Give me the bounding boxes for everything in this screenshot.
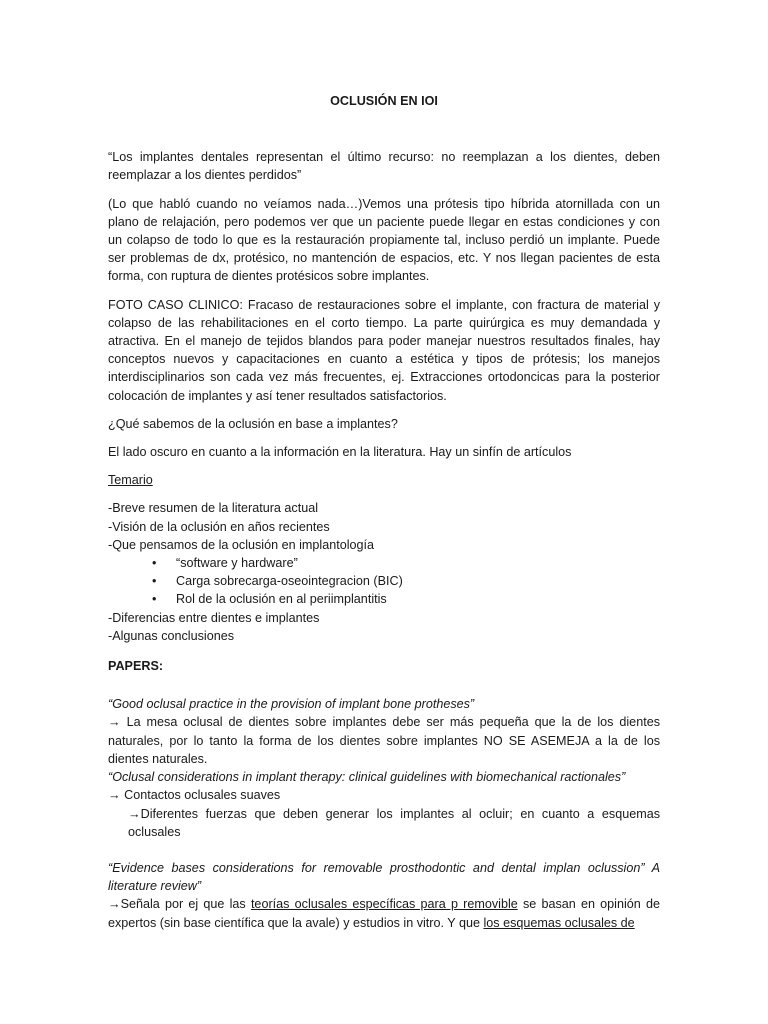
papers-heading: PAPERS: xyxy=(108,659,164,674)
paper3-note xyxy=(108,895,660,931)
paper2-title: “Oclusal considerations in implant therapy: clinical guidelines with biomechanical ractionales” xyxy=(108,770,626,785)
temario-item: -Diferencias entre dientes e implantes xyxy=(108,610,320,625)
temario-item: -Visión de la oclusión en años recientes xyxy=(108,519,330,534)
bullet-item: • Rol de la oclusión en al periimplantitis xyxy=(176,590,660,608)
document-title: OCLUSIÓN EN IOI xyxy=(330,94,438,108)
paper1-title: “Good oclusal practice in the provision of implant bone protheses” xyxy=(108,697,475,712)
paragraph-intro: (Lo que habló cuando no veíamos nada…)Vemos una prótesis tipo híbrida atornillada con un plano de relajación, pero podemos ver que un paciente puede llegar en estas condiciones y con un colapso de todo lo que es la restauración propiamente tal, incluso perdió un implante. Puede ser problemas de dx, protésico, no mantención de espacios, etc. Y nos llegan pacientes de esta forma, con ruptura de dientes protésicos sobre implantes. xyxy=(108,196,660,284)
paper2-note-2: →Diferentes fuerzas que deben generar los implantes al ocluir; en cuanto a esquemas oclusales xyxy=(128,806,660,839)
temario-list xyxy=(108,499,660,645)
question-line: ¿Qué sabemos de la oclusión en base a implantes? xyxy=(108,416,398,431)
temario-item: -Algunas conclusiones xyxy=(108,628,235,643)
paper3-note-start: →Señala por ej que las xyxy=(108,897,251,912)
temario-item: -Breve resumen de la literatura actual xyxy=(108,501,318,516)
opening-quote: “Los implantes dentales representan el último recurso: no reemplazan a los dientes, deben reemplazar a los dientes perdidos” xyxy=(108,150,660,183)
temario-item: -Que pensamos de la oclusión en implantología xyxy=(108,537,375,552)
paper2-note-1: → Contactos oclusales suaves xyxy=(108,788,281,803)
bullet-item: • “software y hardware” xyxy=(176,554,660,572)
paper3-note-middle: se basan en opinión de expertos (sin base científica que la avale) y estudios in vitro. Y que xyxy=(108,897,660,930)
temario-bullets xyxy=(108,554,660,609)
section-spacer xyxy=(108,841,660,859)
bullet-item: • Carga sobrecarga-oseointegracion (BIC) xyxy=(176,572,660,590)
paper1-note: → La mesa oclusal de dientes sobre implantes debe ser más pequeña que la de los dientes naturales, por lo tanto la forma de los dientes sobre implantes NO SE ASEMEJA a la de los dientes naturales. xyxy=(108,715,660,766)
temario-heading: Temario xyxy=(108,473,153,488)
paper3-title: “Evidence bases considerations for removable prosthodontic and dental implan oclussion” A literature review” xyxy=(108,860,660,894)
paper3-underlined-1: teorías oclusales específicas para p removible xyxy=(250,897,518,912)
paragraph-clinical-case: FOTO CASO CLINICO: Fracaso de restauraciones sobre el implante, con fractura de material y colapso de las rehabilitaciones en el corto tiempo. La parte quirúrgica es muy demandada y atractiva. En el manejo de tejidos blandos para poder manejar nuestros resultados finales, hay conceptos nuevos y capacitaciones en cuanto a estética y tipos de prótesis; los manejos interdisciplinarios son cada vez más frecuentes, ej. Extracciones ortodoncicas para la posterior colocación de implantes y así tener resultados satisfactorios. xyxy=(108,297,660,403)
paper3-underlined-2: los esquemas oclusales de xyxy=(483,915,635,930)
paragraph-literature: El lado oscuro en cuanto a la información en la literatura. Hay un sinfín de artículos xyxy=(108,445,572,460)
